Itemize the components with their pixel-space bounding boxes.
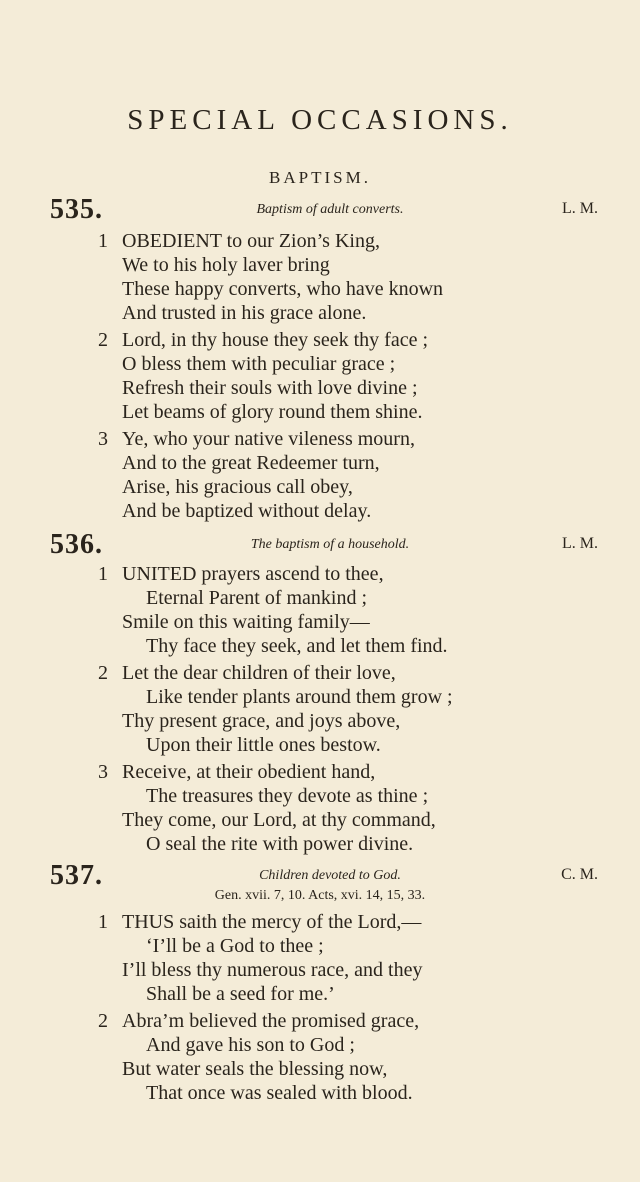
verse-line: THUS saith the mercy of the Lord,— (122, 911, 422, 933)
hymn-subject: Baptism of adult converts. (256, 202, 404, 217)
stanza (98, 328, 618, 424)
verse-line: Let beams of glory round them shine. (122, 401, 423, 423)
verse-line: Abra’m believed the promised grace, (122, 1010, 420, 1032)
verse-line: Lord, in thy house they seek thy face ; (122, 329, 429, 351)
verse-line: The treasures they devote as thine ; (146, 785, 429, 807)
stanza (98, 910, 618, 1006)
hymn-number: 536. (50, 529, 103, 560)
section-title: SPECIAL OCCASIONS. (127, 104, 513, 136)
hymn-number: 537. (50, 860, 103, 891)
hymn-header (50, 196, 602, 226)
verse-line: Ye, who your native vileness mourn, (122, 428, 415, 450)
verse-line: And to the great Redeemer turn, (122, 452, 380, 474)
stanza-number: 2 (98, 662, 108, 684)
stanza (98, 229, 618, 325)
verse-line: Thy face they seek, and let them find. (146, 635, 448, 657)
stanza-number: 1 (98, 563, 108, 585)
verse-line: Arise, his gracious call obey, (122, 476, 353, 498)
stanza-number: 1 (98, 230, 108, 252)
verse-line: Let the dear children of their love, (122, 662, 396, 684)
verse-line: These happy converts, who have known (122, 278, 444, 300)
verse-line: Receive, at their obedient hand, (122, 761, 376, 783)
verse-line: I’ll bless thy numerous race, and they (122, 959, 423, 981)
verse-line: We to his holy laver bring (122, 254, 330, 276)
stanza (98, 562, 618, 658)
verse-line: They come, our Lord, at thy command, (122, 809, 436, 831)
verse-line: Thy present grace, and joys above, (122, 710, 401, 732)
stanza-number: 3 (98, 428, 108, 450)
verse-line: Smile on this waiting family— (122, 611, 370, 633)
verse-line: But water seals the blessing now, (122, 1058, 388, 1080)
verse-line: Refresh their souls with love divine ; (122, 377, 418, 399)
stanza-number: 1 (98, 911, 108, 933)
verse-line: O bless them with peculiar grace ; (122, 353, 396, 375)
verse-line: Upon their little ones bestow. (146, 734, 381, 756)
verse-line: And trusted in his grace alone. (122, 302, 367, 324)
verse-line: That once was sealed with blood. (146, 1082, 413, 1104)
verse-line: OBEDIENT to our Zion’s King, (122, 230, 380, 252)
stanza-number: 2 (98, 329, 108, 351)
verse-line: And gave his son to God ; (146, 1034, 355, 1056)
verse-line: Eternal Parent of mankind ; (146, 587, 368, 609)
scripture-reference: Gen. xvii. 7, 10. Acts, xvi. 14, 15, 33. (214, 888, 426, 903)
hymn-meter: L. M. (562, 535, 598, 552)
hymn-meter: L. M. (562, 200, 598, 217)
stanza (98, 661, 618, 757)
stanza-number: 2 (98, 1010, 108, 1032)
hymn-subject: The baptism of a household. (250, 537, 410, 552)
verse-line: UNITED prayers ascend to thee, (122, 563, 384, 585)
verse-line: ‘I’ll be a God to thee ; (146, 935, 324, 957)
stanza (98, 760, 618, 856)
hymn-header (50, 531, 602, 561)
verse-line: Shall be a seed for me.’ (146, 983, 335, 1005)
verse-line: Like tender plants around them grow ; (146, 686, 453, 708)
verse-line: O seal the rite with power divine. (146, 833, 414, 855)
subsection-title: BAPTISM. (269, 168, 371, 187)
hymn-subject: Children devoted to God. (259, 868, 401, 883)
hymn-number: 535. (50, 194, 103, 225)
stanza (98, 1009, 618, 1105)
verse-line: And be baptized without delay. (122, 500, 372, 522)
stanza-number: 3 (98, 761, 108, 783)
stanza (98, 427, 618, 523)
hymn-meter: C. M. (561, 866, 598, 883)
